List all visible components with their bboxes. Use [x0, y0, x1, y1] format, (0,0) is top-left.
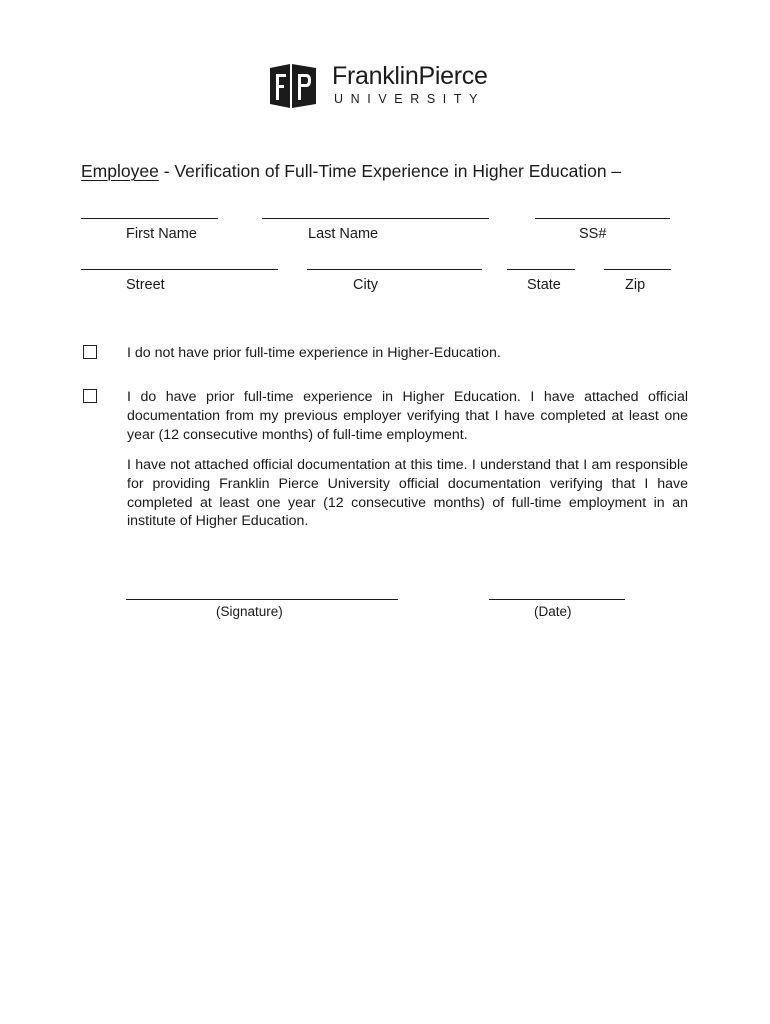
no-experience-label: I do not have prior full-time experience in Higher-Education.: [127, 345, 501, 361]
first-name-label: First Name: [126, 226, 197, 242]
last-name-label: Last Name: [308, 226, 379, 242]
ssn-label: SS#: [579, 226, 607, 242]
last-name-field[interactable]: [262, 218, 489, 219]
date-field[interactable]: [489, 599, 625, 600]
state-field[interactable]: [507, 269, 575, 270]
date-label: (Date): [534, 604, 572, 619]
state-label: State: [527, 277, 561, 293]
has-experience-checkbox[interactable]: [83, 389, 97, 403]
city-label: City: [353, 277, 378, 293]
first-name-field[interactable]: [81, 218, 218, 219]
logo-wordmark: FranklinPierce: [332, 62, 488, 90]
no-experience-checkbox[interactable]: [83, 345, 97, 359]
street-field[interactable]: [81, 269, 278, 270]
logo-subword: UNIVERSITY: [334, 92, 486, 106]
ssn-field[interactable]: [535, 218, 670, 219]
zip-label: Zip: [625, 277, 646, 293]
has-experience-label: I do have prior full-time experience in Higher Education. I have attached official documentation from my previous employer verifying that I have completed at least one year (12 consecutive months) of full-time employment.: [127, 389, 688, 443]
signature-label: (Signature): [216, 604, 283, 619]
title-emphasis: Employee: [81, 161, 159, 181]
university-logo: [270, 62, 510, 110]
form-title: [81, 161, 621, 182]
title-rest: - Verification of Full-Time Experience in Higher Education –: [158, 161, 622, 181]
fp-monogram-icon: [270, 64, 316, 108]
signature-field[interactable]: [126, 599, 398, 600]
city-field[interactable]: [307, 269, 482, 270]
zip-field[interactable]: [604, 269, 671, 270]
not-attached-statement: I have not attached official documentation at this time. I understand that I am responsible for providing Franklin Pierce University official documentation verifying that I have completed at least one year (12 consecutive months) of full-time employment in an institute of Higher Education.: [127, 457, 688, 530]
street-label: Street: [126, 277, 165, 293]
